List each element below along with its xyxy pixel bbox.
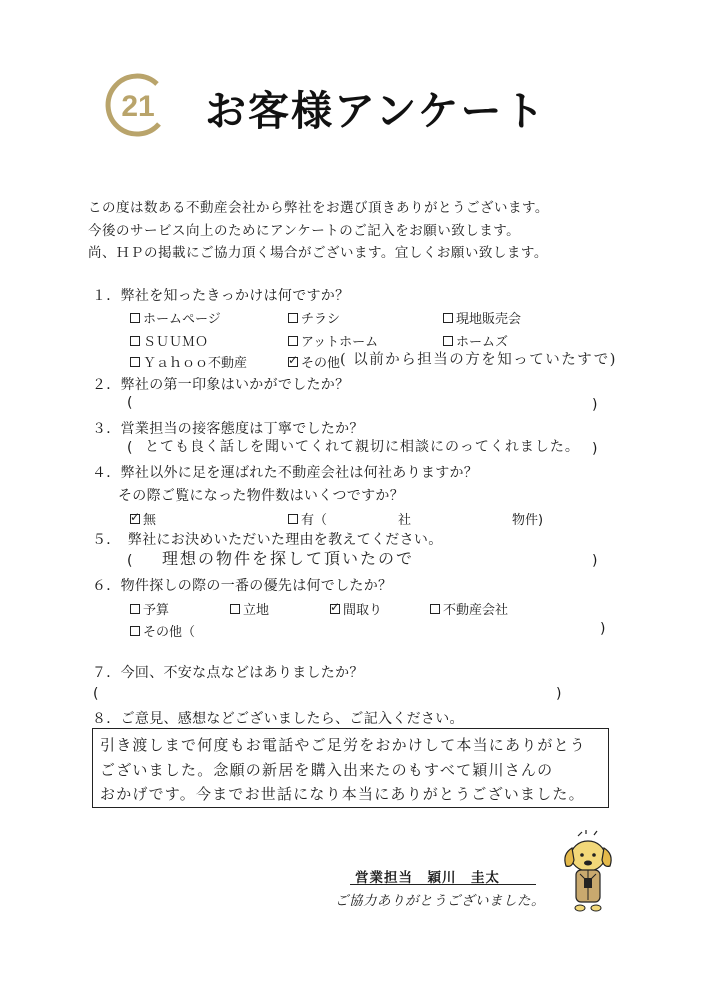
- dog-mascot-icon: [558, 830, 628, 920]
- q1-option-yahoo[interactable]: Ｙａｈｏｏ不動産: [130, 352, 247, 371]
- signature-underline: [350, 884, 536, 885]
- q3-label: ３．営業担当の接客態度は丁寧でしたか？: [92, 421, 364, 437]
- checkbox[interactable]: [130, 604, 140, 614]
- q5-close-paren: ): [592, 553, 598, 569]
- q6-label: ６．物件探しの際の一番の優先は何でしたか？: [92, 578, 393, 594]
- q3-close-paren: ): [592, 441, 598, 457]
- page-title: お客様アンケート: [205, 87, 547, 135]
- q5-label: ５． 弊社にお決めいただいた理由を教えてください。: [92, 532, 443, 548]
- q8-label: ８．ご意見、感想などございましたら、ご記入ください。: [92, 711, 464, 727]
- checkbox[interactable]: [130, 336, 140, 346]
- q6-option-other[interactable]: その他（: [130, 621, 195, 640]
- logo-text: 21: [121, 90, 155, 123]
- checkbox-checked[interactable]: [330, 604, 340, 614]
- checkbox-checked[interactable]: [130, 514, 140, 524]
- checkbox[interactable]: [288, 336, 298, 346]
- thanks-message: ご協力ありがとうございました。: [335, 893, 545, 909]
- intro-line-2: 今後のサービス向上のためにアンケートのご記入をお願い致します。: [88, 223, 521, 239]
- checkbox[interactable]: [130, 357, 140, 367]
- q2-close-paren: ): [592, 397, 598, 413]
- checkbox[interactable]: [430, 604, 440, 614]
- staff-name: 営業担当 穎川 圭太: [355, 870, 500, 886]
- q1-option-onsite[interactable]: 現地販売会: [443, 308, 521, 327]
- checkbox[interactable]: [288, 514, 298, 524]
- q1-option-athome[interactable]: アットホーム: [288, 331, 378, 350]
- checkbox-checked[interactable]: [288, 357, 298, 367]
- q1-option-homes[interactable]: ホームズ: [443, 331, 508, 350]
- intro-line-3: 尚、ＨＰの掲載にご協力頂く場合がございます。宜しくお願い致します。: [88, 245, 548, 261]
- checkbox[interactable]: [230, 604, 240, 614]
- q4-option-none[interactable]: ✓ 無: [130, 509, 156, 528]
- q7-close-paren: ): [556, 686, 562, 702]
- q1-other-answer[interactable]: ( 以前から担当の方を知っていたすで): [340, 352, 617, 368]
- checkbox[interactable]: [443, 336, 453, 346]
- checkbox[interactable]: [443, 313, 453, 323]
- q4-option-yes[interactable]: 有（: [288, 509, 327, 528]
- q1-option-homepage[interactable]: ホームページ: [130, 308, 221, 327]
- q8-comment-line-1: 引き渡しまで何度もお電話やご足労をおかけして本当にありがとう: [100, 736, 587, 754]
- checkbox[interactable]: [288, 313, 298, 323]
- q5-open-paren: (: [127, 553, 133, 569]
- q8-comment-line-2: ございました。念願の新居を購入出来たのもすべて穎川さんの: [100, 761, 554, 779]
- q6-option-budget[interactable]: 予算: [130, 599, 169, 618]
- q4-label: ４．弊社以外に足を運ばれた不動産会社は何社ありますか？: [92, 465, 479, 481]
- q4-unit-property: 物件): [512, 513, 544, 528]
- q6-option-layout[interactable]: ✓ 間取り: [330, 599, 382, 618]
- checkbox[interactable]: [130, 313, 140, 323]
- q1-label: １．弊社を知ったきっかけは何ですか？: [92, 288, 350, 304]
- q2-label: ２．弊社の第一印象はいかがでしたか？: [92, 377, 350, 393]
- q6-close-paren: ): [600, 621, 606, 637]
- q7-open-paren: (: [93, 686, 99, 702]
- q6-option-location[interactable]: 立地: [230, 599, 269, 618]
- q1-option-flyer[interactable]: チラシ: [288, 308, 340, 327]
- q1-option-other[interactable]: ✓ その他: [288, 352, 340, 371]
- q3-open-paren: (: [127, 440, 133, 456]
- q8-comment-line-3: おかげです。今までお世話になり本当にありがとうございました。: [100, 785, 585, 803]
- q7-label: ７．今回、不安な点などはありましたか？: [92, 665, 364, 681]
- q5-answer[interactable]: 理想の物件を探して頂いたので: [162, 549, 415, 568]
- q2-open-paren: (: [127, 395, 133, 411]
- q4-sublabel: その際ご覧になった物件数はいくつですか？: [118, 488, 404, 504]
- q1-option-suumo[interactable]: ＳＵＵＭＯ: [130, 331, 208, 350]
- q6-option-agency[interactable]: 不動産会社: [430, 599, 508, 618]
- century21-logo: [103, 70, 173, 140]
- q3-answer[interactable]: とても良く話しを聞いてくれて親切に相談にのってくれました。: [145, 439, 580, 455]
- intro-line-1: この度は数ある不動産会社から弊社をお選び頂きありがとうございます。: [88, 200, 549, 216]
- q4-unit-company: 社: [398, 513, 412, 528]
- checkbox[interactable]: [130, 626, 140, 636]
